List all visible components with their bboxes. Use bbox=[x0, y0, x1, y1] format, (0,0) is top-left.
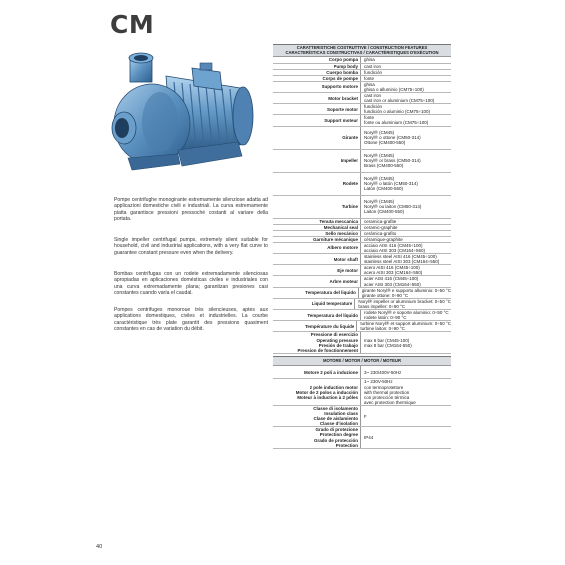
spec-value-text: turbine laiton: 0÷90 °C bbox=[360, 326, 405, 332]
spec-value bbox=[359, 288, 451, 298]
spec-row bbox=[273, 406, 451, 427]
construction-rows bbox=[273, 57, 451, 353]
pump-illustration bbox=[108, 46, 268, 178]
spec-value bbox=[361, 196, 451, 218]
description-italian: Pompe centrifughe monogirante estremamente silenziose adatta ad applicazioni domestiche civili e industriali. La curva estremamente piatta garantisce pressioni pressoché costanti al variare della portata. bbox=[114, 197, 268, 222]
spec-label-text: Tenuta meccanica bbox=[319, 218, 358, 224]
spec-row bbox=[273, 321, 451, 332]
spec-label bbox=[273, 219, 361, 224]
spec-label bbox=[273, 265, 361, 275]
spec-row bbox=[273, 173, 451, 196]
spec-value-text: Latón (CM400-550) bbox=[364, 186, 404, 192]
page-number: 40 bbox=[96, 544, 103, 550]
spec-value-text: avec protection thermique bbox=[364, 399, 416, 405]
spec-value-text: con termoprotettore bbox=[364, 384, 404, 390]
spec-row bbox=[273, 243, 451, 254]
spec-label-text: Supporto motore bbox=[321, 84, 358, 90]
spec-label-text: Operating pressure bbox=[316, 337, 358, 343]
spec-value-text: Ottone (CM400-550) bbox=[364, 140, 406, 146]
spec-row bbox=[273, 288, 451, 299]
spec-value bbox=[361, 276, 451, 286]
spec-label-text: Garniture mécanique bbox=[312, 236, 358, 242]
spec-value bbox=[361, 310, 451, 320]
description-french: Pompes centrifuges monoroue très silencieuses, aptes aux applications domestiques, civiles et industrielles. La courbe caractéristique très plate garantit des pressions quasiment constantes en cas de variation du débit. bbox=[114, 307, 268, 332]
spec-value-text: acier AISI 416 (CM45÷100) bbox=[364, 276, 419, 282]
spec-value bbox=[361, 243, 451, 253]
spec-label-text: Clase de aislamiento bbox=[313, 416, 358, 422]
spec-label-text: Support moteur bbox=[324, 117, 358, 123]
spec-label bbox=[273, 93, 361, 103]
spec-value-text: Brass (CM400-550) bbox=[364, 163, 404, 169]
spec-row bbox=[273, 150, 451, 173]
page-title: CM bbox=[110, 10, 155, 39]
spec-value-text: 1~ 230V-50Hz bbox=[364, 379, 393, 385]
spec-label bbox=[273, 243, 361, 253]
spec-row bbox=[273, 332, 451, 353]
spec-value-text: turbine Noryl® et support aluminium: 0÷50 °C bbox=[360, 321, 451, 327]
spec-value bbox=[361, 150, 451, 172]
spec-label-text: Mechanical seal bbox=[323, 224, 358, 230]
spec-row bbox=[273, 104, 451, 115]
spec-value-text: Noryl® or brass (CM50-314) bbox=[364, 157, 421, 163]
spec-label-text: Sello mecánico bbox=[325, 230, 358, 236]
spec-value-text: ghisa bbox=[364, 57, 375, 63]
spec-label-text: Eje motor bbox=[337, 267, 358, 273]
spec-value bbox=[361, 231, 451, 236]
spec-label-text: Classe di isolamento bbox=[313, 405, 358, 411]
spec-value bbox=[361, 93, 451, 103]
spec-value-text: ghisa bbox=[364, 81, 375, 87]
description-spanish: Bombas centrífugas con un rodete extremadamente silenciosas apropiadas en aplicaciones domésticas civiles e industriales con una curva extremadamente plana; garantizan presiones casi constantes cuando varía el caudal. bbox=[114, 271, 268, 296]
spec-value bbox=[361, 127, 451, 149]
spec-label-text: Pressione di esercizio bbox=[310, 332, 358, 338]
spec-label bbox=[273, 379, 361, 404]
spec-row bbox=[273, 379, 451, 405]
spec-label-text: Motore 2 poli a induzione bbox=[304, 369, 358, 375]
spec-value-text: F bbox=[364, 413, 367, 419]
spec-label-text: Albero motore bbox=[327, 245, 358, 251]
spec-label-text: Presión de trabajo bbox=[318, 342, 358, 348]
spec-value-text: Noryl® impeller or aluminium bracket: 0÷50 °C bbox=[358, 298, 451, 304]
spec-label bbox=[273, 57, 361, 62]
spec-value-text: fonte ou aluminium (CM75÷100) bbox=[364, 120, 429, 126]
spec-label bbox=[273, 237, 361, 242]
description-english: Single impeller centrifugal pumps, extremely silent suitable for household, civil and industrial applications, with a very flat curve to guarantee constant pressure even when the delivery. bbox=[114, 237, 268, 256]
spec-label-text: Température du liquide bbox=[304, 323, 355, 329]
spec-value-text: Noryl® ou laiton (CM50-314) bbox=[364, 203, 422, 209]
spec-label bbox=[273, 76, 361, 81]
spec-row bbox=[273, 310, 451, 321]
spec-value bbox=[361, 76, 451, 81]
spec-label-text: Temperatura del liquido bbox=[305, 290, 356, 296]
spec-label-text: Turbine bbox=[341, 203, 358, 209]
spec-label-text: Soporte motor bbox=[327, 106, 358, 112]
spec-row bbox=[273, 299, 451, 310]
spec-value-text: fundición bbox=[364, 69, 383, 75]
spec-row bbox=[273, 115, 451, 126]
spec-row bbox=[273, 196, 451, 219]
spec-value bbox=[361, 254, 451, 264]
spec-value-text: stainless steel AISI 416 (CM45÷100) bbox=[364, 254, 437, 260]
spec-label-text: Motor bracket bbox=[328, 95, 358, 101]
spec-label-text: Moteur à induction à 2 pôles bbox=[297, 394, 358, 400]
spec-label bbox=[273, 150, 361, 172]
spec-value-text: cast iron bbox=[364, 92, 382, 98]
spec-value bbox=[361, 173, 451, 195]
spec-label-text: Corps de pompe bbox=[322, 75, 358, 81]
spec-label-text: Protection degree bbox=[319, 432, 358, 438]
spec-value-text: fonte bbox=[364, 75, 375, 81]
spec-value-text: con protección térmica bbox=[364, 394, 410, 400]
spec-value-text: with thermal protection bbox=[364, 389, 410, 395]
spec-label bbox=[273, 127, 361, 149]
motor-rows bbox=[273, 366, 451, 448]
spec-label-text: Pression de fonctionnement bbox=[297, 347, 358, 353]
spec-value-text: girante ottone: 0÷90 °C bbox=[361, 292, 409, 298]
spec-row bbox=[273, 366, 451, 379]
spec-label-text: Liquid temperature bbox=[311, 301, 353, 307]
spec-label-text: Motor shaft bbox=[333, 256, 358, 262]
spec-label-text: Girante bbox=[342, 134, 358, 140]
header-line: CARACTERÍSTICAS CONSTRUCTIVAS / CARACTÉRISTIQUES D'EXÉCUTION bbox=[285, 49, 439, 55]
spec-label bbox=[273, 196, 361, 218]
spec-value-text: acero AISI 416 (CM45÷100) bbox=[364, 265, 420, 271]
spec-row bbox=[273, 265, 451, 276]
spec-value bbox=[361, 237, 451, 242]
spec-value-text: Noryl® o latón (CM50-314) bbox=[364, 180, 418, 186]
spec-label-text: Arbre moteur bbox=[329, 279, 358, 285]
spec-label bbox=[273, 104, 361, 114]
spec-value bbox=[355, 299, 451, 309]
spec-label-text: Protection bbox=[335, 442, 358, 448]
spec-value bbox=[361, 427, 451, 447]
spec-value bbox=[361, 64, 451, 69]
spec-label-text: Impeller bbox=[340, 157, 358, 163]
motor-header: MOTORE / MOTOR / MOTOR / MOTEUR bbox=[273, 356, 451, 367]
construction-features-header bbox=[273, 44, 451, 57]
spec-value-text: acciaio AISI 303 (CM164÷550) bbox=[364, 248, 426, 253]
spec-row bbox=[273, 127, 451, 150]
spec-value-text: max 6 bar (CM45-100) bbox=[364, 337, 410, 343]
spec-row bbox=[273, 93, 451, 104]
spec-value-text: Noryl® (CM45) bbox=[364, 175, 395, 181]
spec-value bbox=[361, 406, 451, 426]
spec-value-text: girante Noryl® e supporto alluminio: 0÷50 °C bbox=[361, 287, 451, 293]
spec-label-text: Pump body bbox=[333, 63, 358, 69]
spec-value bbox=[361, 219, 451, 224]
spec-label bbox=[273, 321, 357, 331]
spec-value-text: Laiton (CM400-550) bbox=[364, 209, 405, 215]
spec-label bbox=[273, 225, 361, 230]
spec-value bbox=[361, 265, 451, 275]
spec-row bbox=[273, 276, 451, 287]
spec-label bbox=[273, 82, 361, 92]
spec-value-text: Noryl® o ottone (CM50-314) bbox=[364, 134, 421, 140]
spec-row bbox=[273, 254, 451, 265]
spec-label bbox=[273, 173, 361, 195]
spec-value-text: IP44 bbox=[364, 434, 374, 440]
spec-value-text: ghisa o alluminio (CM75÷100) bbox=[364, 86, 424, 92]
spec-label bbox=[273, 115, 361, 125]
spec-row bbox=[273, 82, 451, 93]
spec-value-text: fundición o aluminio (CM75÷100) bbox=[364, 109, 431, 115]
spec-value bbox=[361, 57, 451, 62]
spec-value bbox=[361, 104, 451, 114]
spec-value-text: céramique-graphite bbox=[364, 236, 403, 242]
spec-label bbox=[273, 70, 361, 75]
spec-label bbox=[273, 332, 361, 352]
spec-value-text: 3~ 230/400V-50Hz bbox=[364, 369, 402, 375]
spec-label bbox=[273, 427, 361, 447]
spec-label-text: Insulation class bbox=[324, 411, 358, 417]
spec-label-text: 2 pole induction motor bbox=[309, 384, 358, 390]
spec-value-text: cast iron bbox=[364, 63, 382, 69]
spec-value-text: Noryl® (CM45) bbox=[364, 129, 395, 135]
spec-value bbox=[357, 321, 451, 331]
spec-label bbox=[273, 406, 361, 426]
spec-value bbox=[361, 70, 451, 75]
spec-row bbox=[273, 427, 451, 448]
spec-value bbox=[361, 366, 451, 378]
spec-value-text: rodete latón: 0÷90 °C bbox=[364, 315, 407, 321]
spec-value-text: rodete Noryl® e soporte aluminio: 0÷50 °C bbox=[364, 310, 449, 316]
spec-value-text: acero AISI 303 (CM164÷550) bbox=[364, 270, 423, 276]
spec-value-text: Noryl® (CM45) bbox=[364, 152, 395, 158]
spec-value-text: fonte bbox=[364, 115, 375, 121]
spec-label bbox=[273, 64, 361, 69]
spec-label bbox=[273, 231, 361, 236]
spec-value-text: ceramica-grafite bbox=[364, 218, 397, 224]
spec-label-text: Grado de protección bbox=[313, 437, 358, 443]
spec-label bbox=[273, 254, 361, 264]
spec-value-text: cast iron or aluminium (CM75÷100) bbox=[364, 98, 435, 104]
spec-label-text: Rodete bbox=[342, 180, 358, 186]
spec-label bbox=[273, 366, 361, 378]
spec-label-text: Temperatura del líquido bbox=[307, 312, 358, 318]
spec-label bbox=[273, 276, 361, 286]
spec-value-text: fundición bbox=[364, 104, 383, 110]
spec-value-text: max 8 bar (CM164-550) bbox=[364, 342, 412, 348]
spec-label bbox=[273, 310, 361, 320]
spec-label-text: Grado di protezione bbox=[315, 427, 358, 433]
spec-value-text: brass impeller: 0÷90 °C bbox=[358, 303, 406, 309]
spec-value bbox=[361, 115, 451, 125]
spec-value-text: ceramic-graphite bbox=[364, 224, 398, 230]
spec-value bbox=[361, 379, 451, 404]
spec-value-text: cerámica-grafito bbox=[364, 230, 397, 236]
header-line: CARATTERISTICHE COSTRUTTIVE / CONSTRUCTION FEATURES bbox=[296, 45, 428, 50]
spec-value bbox=[361, 332, 451, 352]
spec-table bbox=[273, 44, 451, 449]
spec-value-text: stainless steel AISI 303 (CM164÷550) bbox=[364, 259, 440, 265]
spec-value-text: Noryl® (CM45) bbox=[364, 198, 395, 204]
spec-label-text: Motor de 2 polos a inducción bbox=[295, 389, 358, 395]
spec-value-text: acciaio AISI 416 (CM45÷100) bbox=[364, 242, 423, 248]
spec-value bbox=[361, 82, 451, 92]
spec-value bbox=[361, 225, 451, 230]
spec-label bbox=[273, 288, 359, 298]
spec-label bbox=[273, 299, 355, 309]
spec-label-text: Classe d'isolation bbox=[319, 421, 358, 427]
spec-label-text: Corpo pompa bbox=[328, 57, 358, 63]
spec-value-text: acier AISI 303 (CM164÷550) bbox=[364, 281, 421, 287]
spec-label-text: Cuerpo bomba bbox=[326, 69, 358, 75]
